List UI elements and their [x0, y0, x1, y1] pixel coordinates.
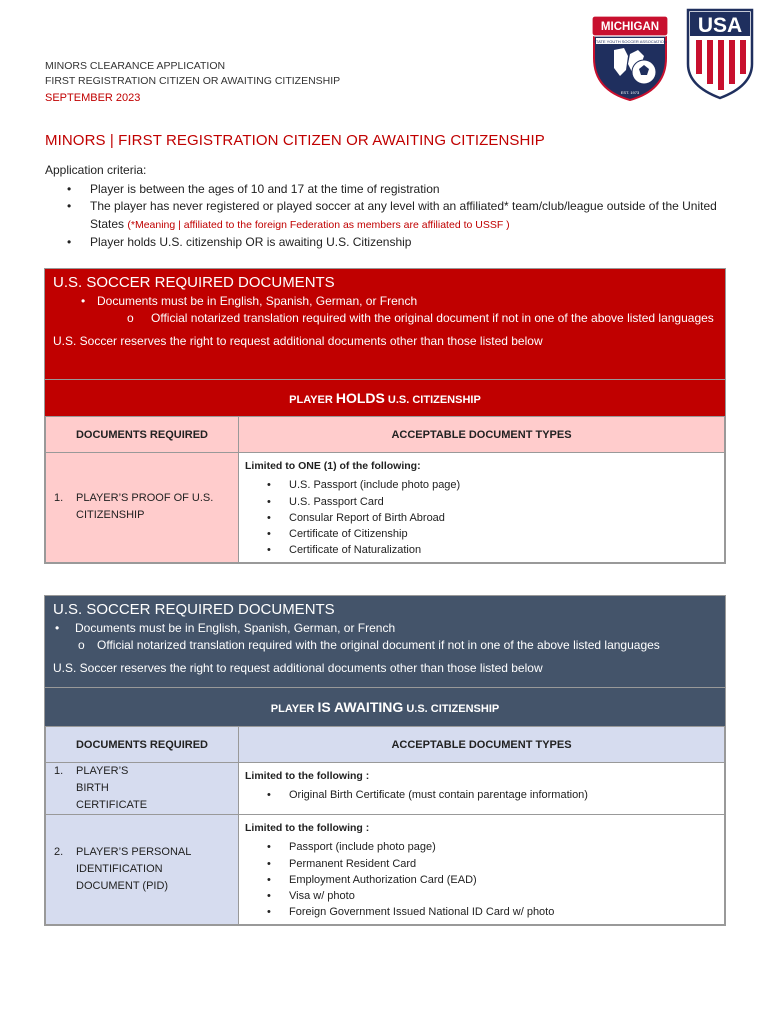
- document-type-item: • Employment Authorization Card (EAD): [267, 872, 718, 888]
- status-suffix: U.S. CITIZENSHIP: [406, 703, 500, 715]
- status-suffix: U.S. CITIZENSHIP: [387, 394, 481, 406]
- status-prefix: PLAYER: [289, 394, 333, 406]
- acceptable-types-cell: [239, 453, 725, 563]
- application-criteria: [45, 162, 735, 252]
- criteria-list: [67, 181, 735, 252]
- row-number: 1.: [54, 492, 64, 505]
- document-type-item: • U.S. Passport Card: [267, 494, 718, 510]
- table-row: [46, 453, 725, 563]
- document-type-item: • Original Birth Certificate (must contain parentage information): [267, 787, 718, 803]
- table-header-row: [46, 727, 725, 763]
- msysa-logo-est: EST. 1973: [620, 90, 640, 95]
- row-number: 1.: [54, 765, 64, 777]
- document-header: [45, 59, 340, 106]
- header-line-2: FIRST REGISTRATION CITIZEN OR AWAITING CITIZENSHIP: [45, 75, 341, 87]
- msysa-logo: [590, 10, 670, 102]
- header-date: SEPTEMBER 2023: [45, 92, 141, 104]
- document-type-item: • Passport (include photo page): [267, 839, 718, 855]
- document-type-item: • Certificate of Naturalization: [267, 542, 718, 558]
- documents-table: [45, 726, 725, 925]
- citizenship-status-header: [45, 687, 725, 726]
- translation-bullet: o Official notarized translation required with the original document if not in one of the above listed languages: [53, 310, 717, 327]
- section-title: U.S. SOCCER REQUIRED DOCUMENTS: [53, 601, 335, 618]
- acceptable-types-list: [267, 477, 718, 558]
- table-header-row: [46, 417, 725, 453]
- translation-bullet: o Official notarized translation required with the original document if not in one of the above listed languages: [53, 637, 717, 654]
- status-prefix: PLAYER: [270, 703, 315, 715]
- reserve-notice: U.S. Soccer reserves the right to request additional documents other than those listed below: [53, 334, 543, 348]
- us-soccer-logo-text: USA: [697, 14, 743, 37]
- table-row: [46, 763, 725, 815]
- required-document-cell: [46, 763, 239, 815]
- limit-note: Limited to ONE (1) of the following:: [245, 460, 421, 472]
- criteria-item-text: Player is between the ages of 10 and 17 at the time of registration: [90, 181, 440, 196]
- required-document-cell: [46, 815, 239, 925]
- language-requirements: [53, 620, 717, 654]
- us-soccer-logo: [686, 8, 754, 100]
- criteria-item-note: (*Meaning | affiliated to the foreign Federation as members are affiliated to USSF ): [127, 218, 510, 231]
- document-type-item: • Visa w/ photo: [267, 888, 718, 904]
- citizen-documents-section: [44, 268, 726, 564]
- required-document-cell: [46, 453, 239, 563]
- document-type-item: • Foreign Government Issued National ID Card w/ photo: [267, 904, 718, 920]
- acceptable-types-list: [267, 839, 718, 920]
- citizenship-status-header: [45, 379, 725, 416]
- column-header-required: DOCUMENTS REQUIRED: [46, 727, 239, 763]
- column-header-required: DOCUMENTS REQUIRED: [46, 417, 239, 453]
- section-title: U.S. SOCCER REQUIRED DOCUMENTS: [53, 274, 335, 291]
- row-number: 2.: [54, 845, 64, 858]
- criteria-item: [67, 234, 735, 252]
- msysa-logo-subtitle: STATE YOUTH SOCCER ASSOCIATION: [593, 39, 667, 44]
- reserve-notice: U.S. Soccer reserves the right to request additional documents other than those listed below: [53, 661, 543, 675]
- required-document-name: PLAYER’S PROOF OF U.S. CITIZENSHIP: [76, 492, 214, 522]
- document-type-item: • U.S. Passport (include photo page): [267, 477, 718, 493]
- table-row: [46, 815, 725, 925]
- documents-table: [45, 416, 725, 563]
- criteria-item: [67, 198, 735, 234]
- awaiting-documents-section: [44, 595, 726, 926]
- limit-note: Limited to the following :: [245, 822, 370, 834]
- document-type-item: • Certificate of Citizenship: [267, 526, 718, 542]
- document-type-item: • Permanent Resident Card: [267, 856, 718, 872]
- status-emphasis: HOLDS: [335, 390, 385, 406]
- acceptable-types-list: [267, 787, 718, 803]
- acceptable-types-cell: [239, 815, 725, 925]
- criteria-item-text: The player has never registered or played soccer at any level with an affiliated* team/club/league outside of the United States: [90, 199, 717, 231]
- language-bullet: • Documents must be in English, Spanish, German, or French: [53, 620, 717, 637]
- column-header-types: ACCEPTABLE DOCUMENT TYPES: [239, 727, 725, 763]
- document-type-item: • Consular Report of Birth Abroad: [267, 510, 718, 526]
- header-line-1: MINORS CLEARANCE APPLICATION: [45, 60, 226, 72]
- required-document-name: PLAYER’S PERSONAL IDENTIFICATION DOCUMENT (PID): [76, 845, 191, 892]
- criteria-item-text: Player holds U.S. citizenship OR is awaiting U.S. Citizenship: [90, 235, 412, 249]
- section-banner: [45, 269, 725, 379]
- required-document-name: PLAYER’S BIRTH CERTIFICATE: [76, 765, 148, 811]
- language-bullet: • Documents must be in English, Spanish, German, or French: [53, 293, 717, 310]
- criteria-label: Application criteria:: [45, 163, 147, 177]
- acceptable-types-cell: [239, 763, 725, 815]
- msysa-logo-name: MICHIGAN: [600, 21, 660, 33]
- column-header-types: ACCEPTABLE DOCUMENT TYPES: [239, 417, 725, 453]
- language-requirements: [53, 293, 717, 327]
- status-emphasis: IS AWAITING: [317, 699, 404, 715]
- criteria-item: [67, 181, 735, 199]
- page-title: MINORS | FIRST REGISTRATION CITIZEN OR AWAITING CITIZENSHIP: [45, 132, 545, 149]
- section-banner: [45, 596, 725, 687]
- limit-note: Limited to the following :: [245, 770, 370, 782]
